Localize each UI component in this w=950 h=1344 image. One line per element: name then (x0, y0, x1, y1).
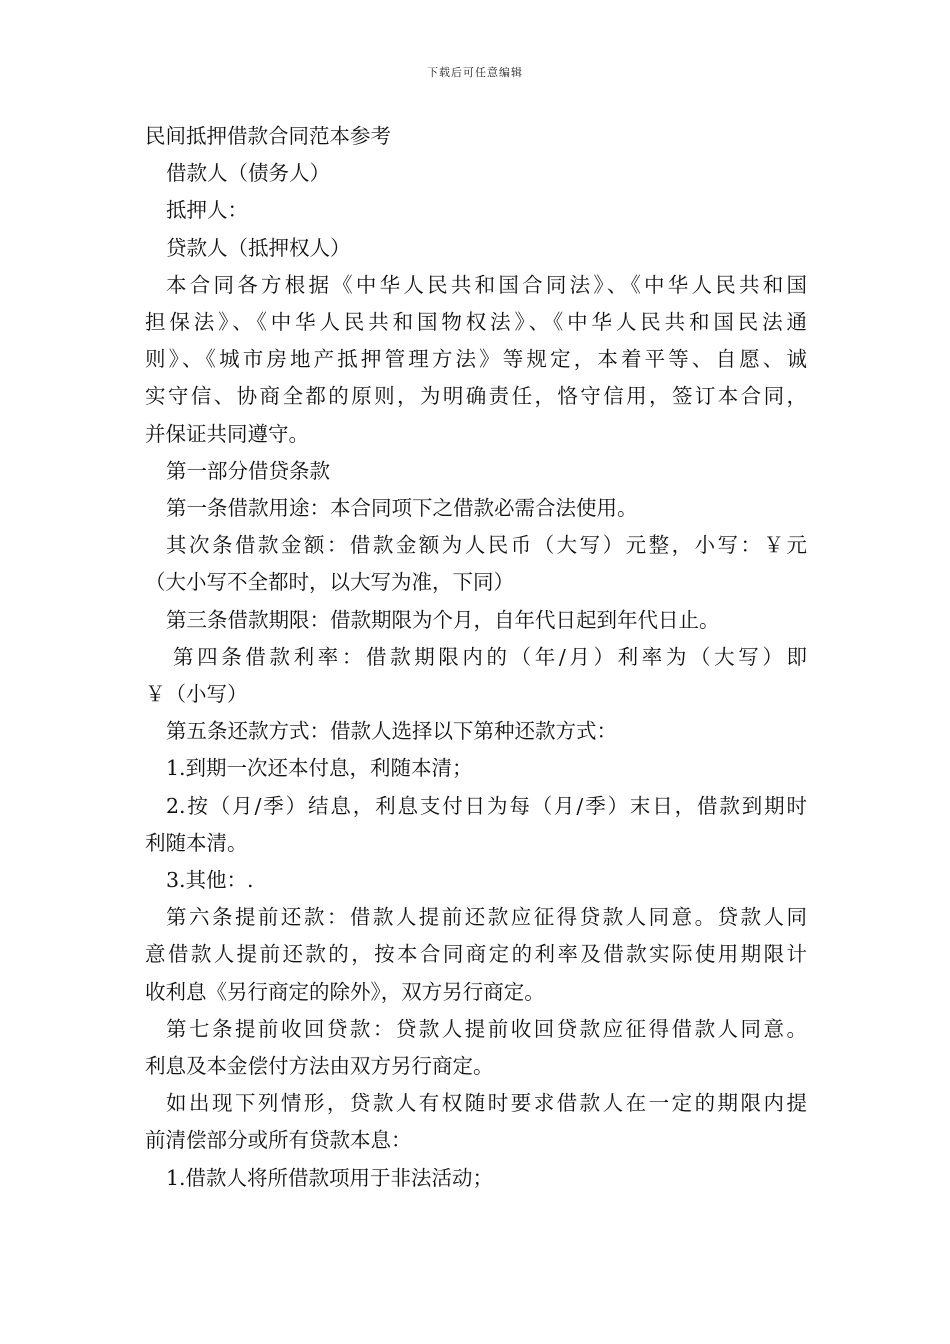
repayment-option-1: 1.到期一次还本付息，利随本清； (166, 756, 473, 781)
early-recall-line-2: 前清偿部分或所有贷款本息： (145, 1128, 412, 1153)
article-4-line-1: 第四条借款利率：借款期限内的（年/月）利率为（大写）即 (173, 644, 807, 669)
early-recall-item-1: 1.借款人将所借款项用于非法活动； (166, 1165, 494, 1190)
early-recall-line-1: 如出现下列情形，贷款人有权随时要求借款人在一定的期限内提 (166, 1091, 807, 1116)
preamble-line-4: 实守信、协商全都的原则，为明确责任，恪守信用，签订本合同， (145, 384, 807, 409)
mortgagor-line: 抵押人： (166, 198, 248, 223)
document-title: 民间抵押借款合同范本参考 (145, 124, 391, 148)
preamble-line-3: 则》、《城市房地产抵押管理方法》等规定，本着平等、自愿、诚 (145, 347, 807, 372)
preamble-line-5: 并保证共同遵守。 (145, 421, 309, 446)
lender-line: 贷款人（抵押权人） (166, 235, 351, 260)
article-5: 第五条还款方式：借款人选择以下第种还款方式： (166, 719, 617, 744)
article-7-line-1: 第七条提前收回贷款：贷款人提前收回贷款应征得借款人同意。 (166, 1016, 807, 1041)
article-6-line-2: 意借款人提前还款的，按本合同商定的利率及借款实际使用期限计 (145, 942, 807, 967)
article-1: 第一条借款用途：本合同项下之借款必需合法使用。 (166, 495, 638, 520)
article-2-line-1: 其次条借款金额：借款金额为人民币（大写）元整，小写：￥元 (166, 533, 807, 558)
article-4-line-2: ￥（小写） (145, 681, 248, 706)
preamble-line-1: 本合同各方根据《中华人民共和国合同法》、《中华人民共和国 (166, 272, 807, 297)
repayment-option-2-line-1: 2.按（月/季）结息，利息支付日为每（月/季）末日，借款到期时 (166, 793, 807, 818)
borrower-line: 借款人（债务人） (166, 161, 330, 186)
section-heading: 第一部分借贷条款 (166, 458, 330, 483)
article-7-line-2: 利息及本金偿付方法由双方另行商定。 (145, 1053, 494, 1078)
preamble-line-2: 担保法》、《中华人民共和国物权法》、《中华人民共和国民法通 (145, 310, 807, 334)
article-3: 第三条借款期限：借款期限为个月，自年代日起到年代日止。 (166, 607, 720, 632)
header-note: 下载后可任意编辑 (427, 66, 523, 79)
document-body (145, 118, 807, 1197)
article-6-line-3: 收利息《另行商定的除外》，双方另行商定。 (145, 979, 545, 1004)
repayment-option-2-line-2: 利随本清。 (145, 830, 248, 855)
article-2-line-2: （大小写不全都时，以大写为准，下同） (145, 570, 514, 595)
article-6-line-1: 第六条提前还款：借款人提前还款应征得贷款人同意。贷款人同 (166, 905, 807, 930)
repayment-option-3: 3.其他：. (166, 867, 254, 892)
